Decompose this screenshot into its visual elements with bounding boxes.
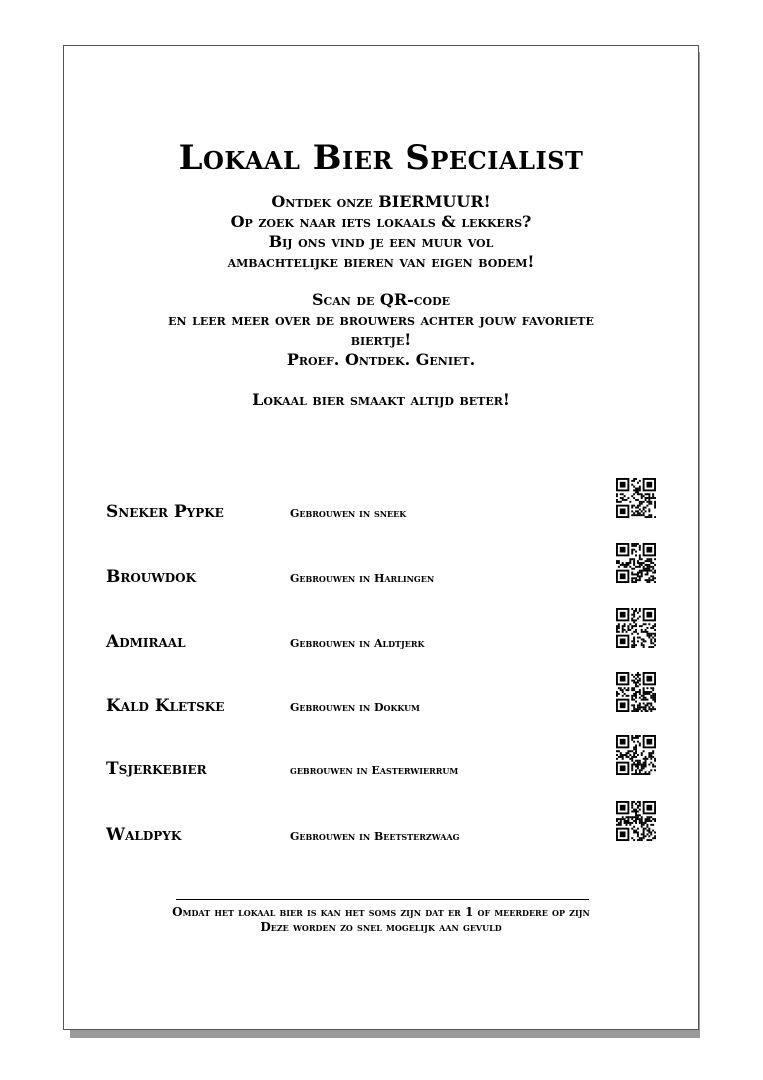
- beer-name: Brouwdok: [106, 567, 197, 587]
- beer-name: Sneker Pypke: [106, 502, 224, 522]
- scan-text: [84, 290, 678, 370]
- beer-row-kald-kletske: [106, 672, 666, 720]
- qr-code-icon[interactable]: [616, 478, 656, 518]
- divider-line: [176, 899, 589, 900]
- beer-origin: Gebrouwen in Dokkum: [290, 701, 420, 714]
- footer-note: [74, 905, 688, 935]
- beer-origin: Gebrouwen in Harlingen: [290, 572, 435, 585]
- qr-code-icon[interactable]: [616, 608, 656, 648]
- beer-row-waldpyk: [106, 801, 666, 849]
- scan-line: Scan de QR-code: [311, 290, 451, 309]
- beer-name: Tsjerkebier: [106, 759, 207, 779]
- scan-line: en leer meer over de brouwers achter jouw favoriete: [168, 310, 594, 329]
- beer-origin: Gebrouwen in Aldtjerk: [290, 637, 425, 650]
- beer-row-tsjerkebier: [106, 735, 666, 783]
- intro-line: ambachtelijke bieren van eigen bodem!: [227, 252, 535, 271]
- intro-text: [84, 192, 678, 272]
- beer-origin: Gebrouwen in sneek: [290, 507, 407, 520]
- intro-line: Op zoek naar iets lokaals & lekkers?: [230, 212, 532, 231]
- intro-line: Ontdek onze BIERMUUR!: [271, 192, 491, 211]
- footer-line: Omdat het lokaal bier is kan het soms zijn dat er 1 of meerdere op zijn: [172, 905, 590, 919]
- intro-line: Bij ons vind je een muur vol: [268, 232, 494, 251]
- beer-name: Admiraal: [106, 632, 186, 652]
- qr-code-icon[interactable]: [616, 543, 656, 583]
- beer-row-sneker-pypke: [106, 478, 666, 526]
- beer-row-brouwdok: [106, 543, 666, 591]
- beer-origin: Gebrouwen in Beetsterzwaag: [290, 830, 460, 843]
- poster-title: Lokaal Bier Specialist: [178, 138, 584, 178]
- scan-line: Proef. Ontdek. Geniet.: [286, 350, 476, 369]
- beer-name: Kald Kletske: [106, 696, 225, 716]
- qr-code-icon[interactable]: [616, 672, 656, 712]
- poster-page: [63, 45, 699, 1030]
- scan-line: biertje!: [350, 330, 412, 349]
- beer-origin: gebrouwen in Easterwierrum: [290, 764, 459, 777]
- tagline: Lokaal bier smaakt altijd beter!: [252, 390, 510, 409]
- qr-code-icon[interactable]: [616, 735, 656, 775]
- footer-line: Deze worden zo snel mogelijk aan gevuld: [260, 920, 502, 934]
- qr-code-icon[interactable]: [616, 801, 656, 841]
- beer-name: Waldpyk: [106, 825, 182, 845]
- beer-row-admiraal: [106, 608, 666, 656]
